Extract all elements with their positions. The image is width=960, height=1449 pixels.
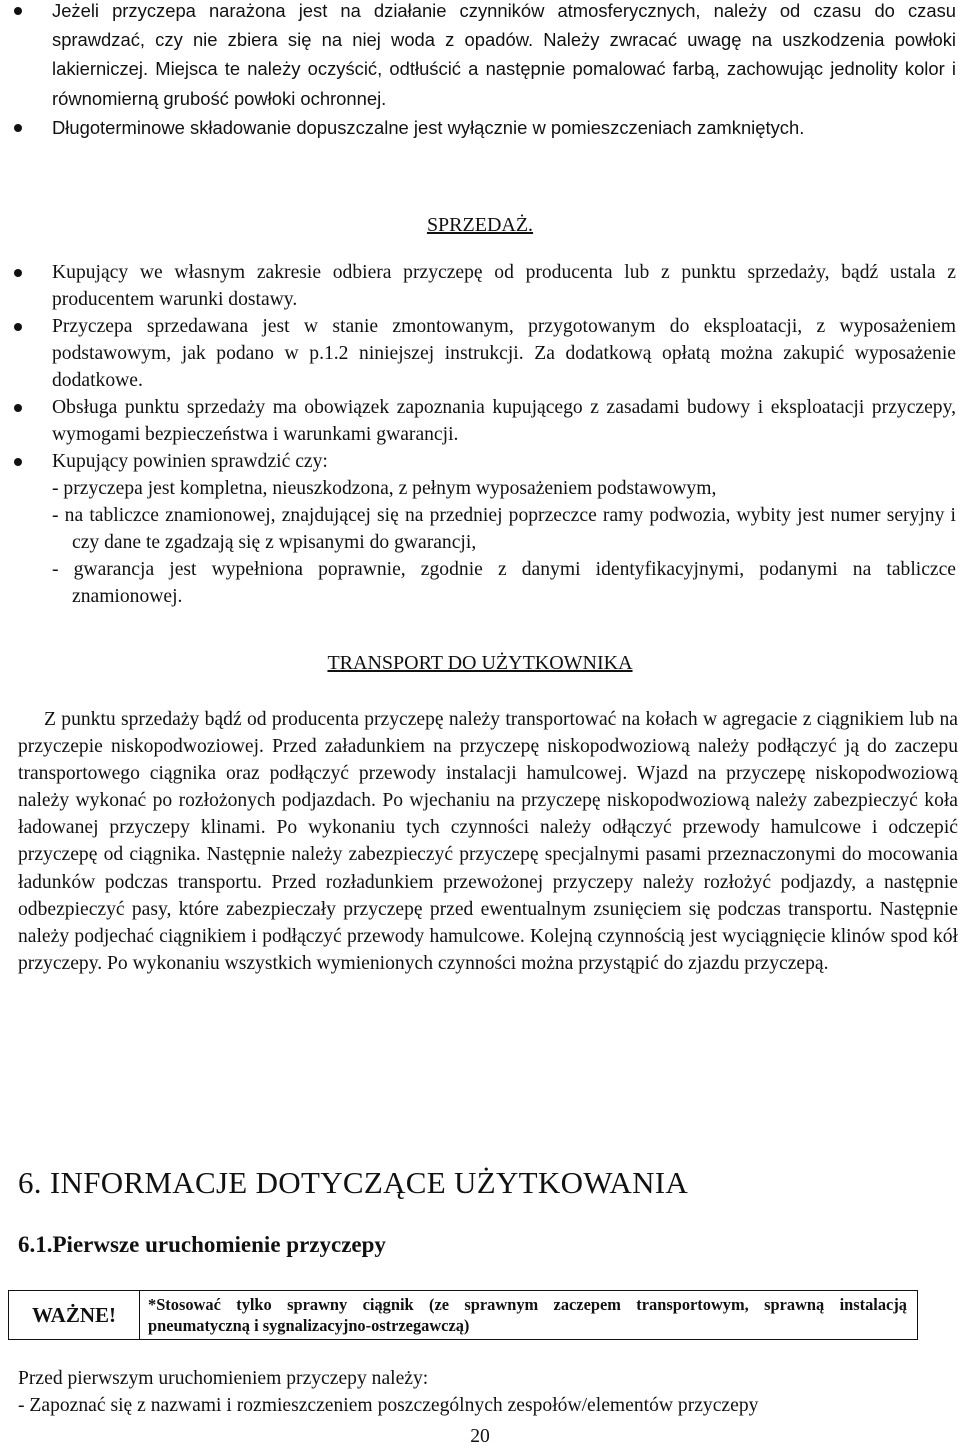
bullet-icon <box>14 269 22 277</box>
list-item <box>0 313 960 394</box>
list-item <box>0 259 960 313</box>
bullet-icon <box>14 7 22 15</box>
list-item <box>0 113 960 142</box>
check-item: - gwarancja jest wypełniona poprawnie, zgodnie z danymi identyfikacyjnymi, podanymi na tabliczce znamionowej. <box>52 559 956 607</box>
bullet-icon <box>14 404 22 412</box>
bullet-icon <box>14 458 22 466</box>
storage-bullet-list <box>0 0 960 142</box>
list-item-text: Przyczepa sprzedawana jest w stanie zmontowanym, przygotowanym do eksploatacji, z wyposażeniem podstawowym, jak podano w p.1.2 niniejszej instrukcji. Za dodatkową opłatą można zakupić wyposażenie dodatkowe. <box>52 316 956 391</box>
list-item-text: Kupujący we własnym zakresie odbiera przyczepę od producenta lub z punktu sprzedaży, bądź ustala z producentem warunki dostawy. <box>52 262 956 310</box>
list-item-text: Jeżeli przyczepa narażona jest na działanie czynników atmosferycznych, należy od czasu do czasu sprawdzać, czy nie zbiera się na niej woda z opadów. Należy zwracać uwagę na uszkodzenia powłoki lakierniczej. Miejsca te należy oczyścić, odtłuścić a następnie pomalować farbą, zachowując jednolity kolor i równomierną grubość powłoki ochronnej. <box>52 0 956 109</box>
transport-paragraph: Z punktu sprzedaży bądź od producenta przyczepę należy transportować na kołach w agregacie z ciągnikiem lub na przyczepie niskopodwoziowej. Przed załadunkiem na przyczepę niskopodwoziową należy podłączyć ją do zaczepu transportowego ciągnika oraz podłączyć przewody instalacji hamulcowej. Wjazd na przyczepę niskopodwoziową należy wykonać po rozłożonych podjazdach. Po wjechaniu na przyczepę niskopodwoziową należy zabezpieczyć koła ładowanej przyczepy klinami. Po wykonaniu tych czynności należy odłączyć przewody hamulcowe i odczepić przyczepę od ciągnika. Następnie należy zabezpieczyć przyczepę specjalnymi pasami przeznaczonymi do mocowania ładunków podczas transportu. Przed rozładunkiem przewożonej przyczepy należy rozłożyć podjazdy, a następnie odbezpieczyć pasy, które zabezpieczały przyczepę przed ewentualnym zsunięciem się podczas transportu. Następnie należy podjechać ciągnikiem i podłączyć przewody hamulcowe. Kolejną czynnością jest wyciągnięcie klinów spod kół przyczepy. Po wykonaniu wszystkich wymienionych czynności można przystąpić do zjazdu przyczepą. <box>18 709 958 974</box>
list-item-text: Obsługa punktu sprzedaży ma obowiązek zapoznania kupującego z zasadami budowy i eksploatacji przyczepy, wymogami bezpieczeństwa i warunkami gwarancji. <box>52 397 956 445</box>
section-title: 6. INFORMACJE DOTYCZĄCE UŻYTKOWANIA <box>18 1165 689 1200</box>
note-label: WAŻNE! <box>9 1291 140 1339</box>
sales-bullet-list <box>0 259 960 610</box>
list-item <box>0 394 960 448</box>
sales-heading: SPRZEDAŻ. <box>426 214 534 236</box>
list-item <box>0 448 960 610</box>
subsection-title: 6.1.Pierwsze uruchomienie przyczepy <box>18 1232 386 1257</box>
important-note-box <box>8 1290 918 1340</box>
page-number: 20 <box>470 1426 490 1447</box>
note-text: *Stosować tylko sprawny ciągnik (ze sprawnym zaczepem transportowym, sprawną instalacją pneumatyczną i sygnalizacyjno-ostrzegawczą) <box>148 1295 907 1335</box>
list-item <box>0 0 960 113</box>
list-item-text: Kupujący powinien sprawdzić czy: <box>52 451 328 472</box>
step-line: - Zapoznać się z nazwami i rozmieszczeniem poszczególnych zespołów/elementów przyczepy <box>18 1395 759 1416</box>
check-item: - przyczepa jest kompletna, nieuszkodzona, z pełnym wyposażeniem podstawowym, <box>52 478 717 499</box>
list-item-text: Długoterminowe składowanie dopuszczalne jest wyłącznie w pomieszczeniach zamkniętych. <box>52 116 805 138</box>
transport-heading: TRANSPORT DO UŻYTKOWNIKA <box>327 652 633 674</box>
bullet-icon <box>14 124 22 132</box>
bullet-icon <box>14 323 22 331</box>
check-item: - na tabliczce znamionowej, znajdującej się na przedniej poprzeczce ramy podwozia, wybity jest numer seryjny i czy dane te zgadzają się z wpisanymi do gwarancji, <box>52 505 956 553</box>
intro-line: Przed pierwszym uruchomieniem przyczepy należy: <box>18 1368 429 1389</box>
